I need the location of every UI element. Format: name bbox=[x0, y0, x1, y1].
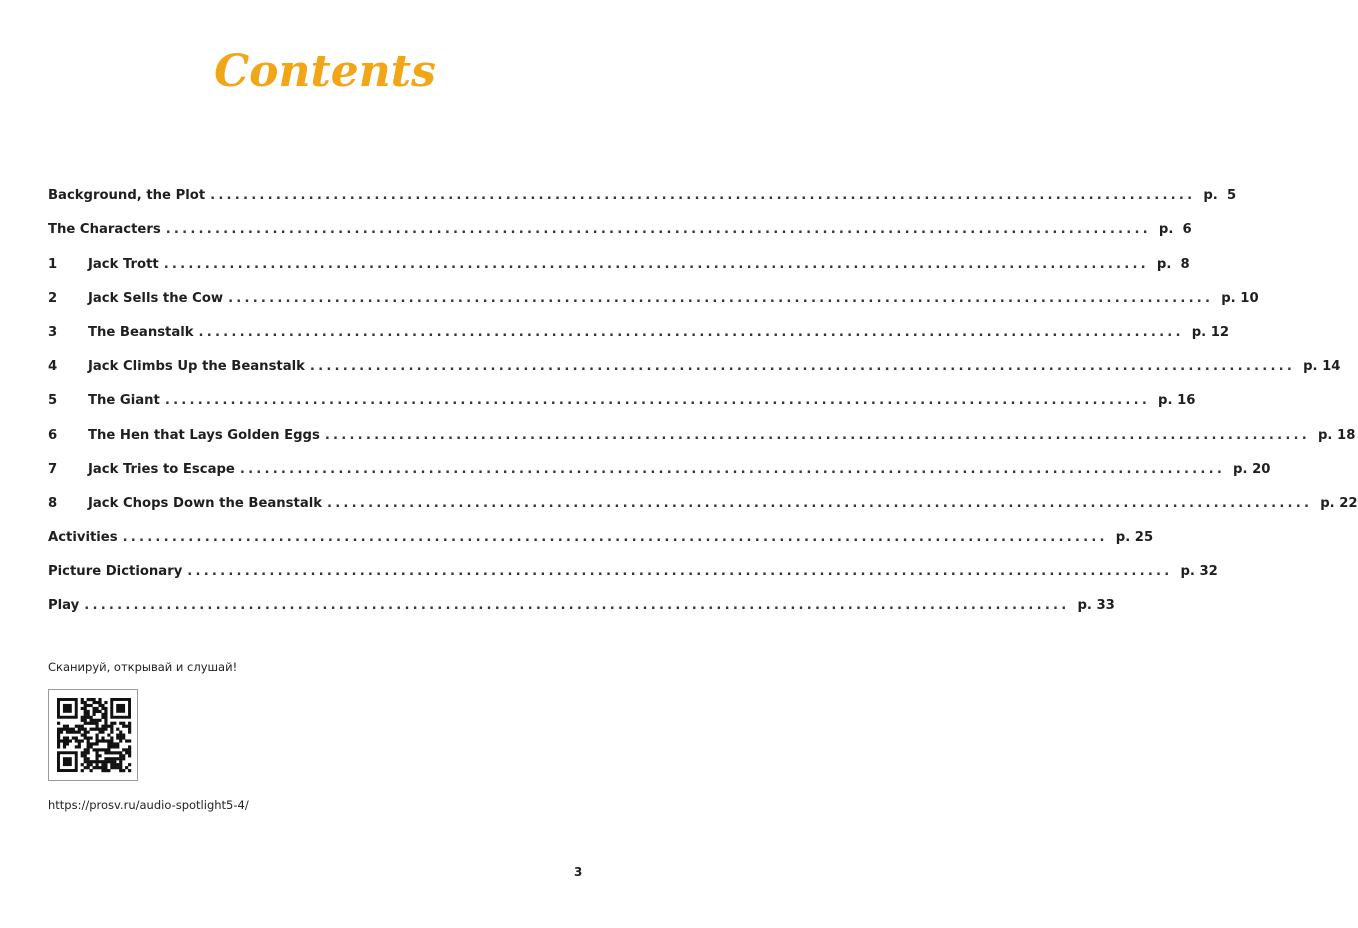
toc-entry[interactable] bbox=[48, 169, 1237, 204]
toc-entry-page: p. 33 bbox=[1077, 598, 1115, 614]
toc-entry-label: The Giant bbox=[88, 393, 160, 409]
toc-entry-number: 3 bbox=[48, 324, 58, 340]
toc-entry-page: p. 22 bbox=[1320, 495, 1358, 511]
toc-entry-page: p. 16 bbox=[1158, 393, 1196, 409]
scan-instruction: Сканируй, открывай и слушай! bbox=[48, 660, 238, 674]
toc-leader-dots: ........................................................................................................................ bbox=[164, 393, 1151, 409]
toc-entry-number: 4 bbox=[48, 359, 58, 375]
toc-entry-page: p. 12 bbox=[1191, 324, 1230, 340]
toc-leader-dots: ........................................................................................................................ bbox=[239, 461, 1226, 477]
page-title: Contents bbox=[214, 46, 436, 97]
toc-leader-dots: ........................................................................................................................ bbox=[84, 598, 1070, 614]
toc-entry-label: Jack Chops Down the Beanstalk bbox=[88, 495, 323, 511]
toc-leader-dots: ........................................................................................................................ bbox=[327, 495, 1313, 511]
table-of-contents bbox=[48, 169, 1358, 614]
toc-entry[interactable] bbox=[48, 511, 1154, 546]
toc-entry-label: Play bbox=[48, 598, 80, 614]
toc-leader-dots: ........................................................................................................................ bbox=[187, 564, 1173, 580]
toc-leader-dots: ........................................................................................................................ bbox=[210, 188, 1196, 204]
toc-leader-dots: ........................................................................................................................ bbox=[324, 427, 1310, 443]
toc-entry-label: Picture Dictionary bbox=[48, 564, 183, 580]
toc-entry-label: Jack Trott bbox=[88, 256, 159, 272]
toc-entry[interactable] bbox=[48, 579, 1115, 614]
toc-entry-page: p. 8 bbox=[1156, 256, 1190, 272]
toc-entry[interactable] bbox=[48, 237, 1190, 272]
toc-entry-page: p. 14 bbox=[1303, 359, 1341, 375]
toc-entry-label: Jack Climbs Up the Beanstalk bbox=[88, 359, 305, 375]
toc-entry-number: 2 bbox=[48, 290, 58, 306]
toc-entry-label: The Characters bbox=[48, 222, 161, 238]
toc-entry-number: 7 bbox=[48, 461, 58, 477]
toc-entry[interactable] bbox=[48, 306, 1230, 340]
audio-link[interactable]: https://prosv.ru/audio-spotlight5-4/ bbox=[48, 798, 249, 812]
qr-code-icon bbox=[57, 698, 131, 772]
toc-entry-page: p. 10 bbox=[1221, 290, 1259, 306]
page-number: 3 bbox=[574, 865, 583, 879]
toc-entry-label: The Hen that Lays Golden Eggs bbox=[88, 427, 320, 443]
toc-entry[interactable] bbox=[48, 443, 1271, 477]
toc-entry-page: p. 5 bbox=[1203, 188, 1237, 204]
toc-leader-dots: ........................................................................................................................ bbox=[163, 256, 1149, 272]
toc-entry-number: 6 bbox=[48, 427, 58, 443]
toc-entry[interactable] bbox=[48, 408, 1356, 443]
toc-leader-dots: ........................................................................................................................ bbox=[228, 290, 1214, 306]
toc-leader-dots: ........................................................................................................................ bbox=[309, 359, 1296, 375]
toc-entry-label: Jack Sells the Cow bbox=[88, 290, 224, 306]
toc-entry[interactable] bbox=[48, 477, 1358, 511]
toc-entry-label: Activities bbox=[48, 530, 118, 546]
toc-entry-label: Jack Tries to Escape bbox=[88, 461, 235, 477]
toc-entry-number: 8 bbox=[48, 495, 58, 511]
toc-entry-label: The Beanstalk bbox=[88, 324, 194, 340]
toc-leader-dots: ........................................................................................................................ bbox=[165, 222, 1151, 238]
toc-entry[interactable] bbox=[48, 545, 1218, 580]
toc-entry[interactable] bbox=[48, 374, 1196, 409]
toc-entry[interactable] bbox=[48, 272, 1259, 306]
qr-code[interactable] bbox=[48, 689, 138, 781]
toc-leader-dots: ........................................................................................................................ bbox=[198, 324, 1184, 340]
toc-entry[interactable] bbox=[48, 203, 1192, 238]
toc-entry-number: 1 bbox=[48, 256, 58, 272]
toc-entry-label: Background, the Plot bbox=[48, 188, 206, 204]
toc-entry-page: p. 20 bbox=[1233, 461, 1271, 477]
toc-entry-page: p. 18 bbox=[1317, 427, 1356, 443]
toc-entry[interactable] bbox=[48, 340, 1341, 375]
toc-entry-page: p. 6 bbox=[1158, 222, 1192, 238]
toc-leader-dots: ........................................................................................................................ bbox=[122, 530, 1108, 546]
toc-entry-number: 5 bbox=[48, 393, 58, 409]
toc-entry-page: p. 32 bbox=[1180, 564, 1218, 580]
toc-entry-page: p. 25 bbox=[1115, 530, 1154, 546]
